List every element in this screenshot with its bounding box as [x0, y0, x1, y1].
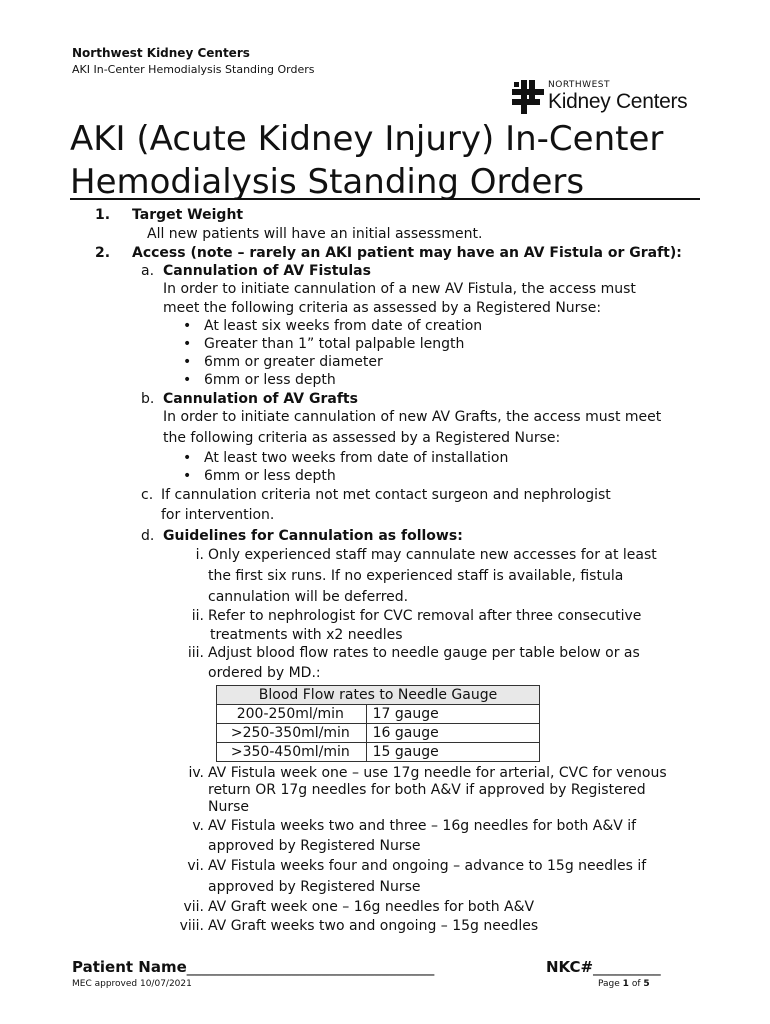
guideline-text: AV Graft week one – 16g needles for both A&V — [208, 899, 535, 915]
guideline-text: ordered by MD.: — [208, 665, 321, 681]
bullet-icon: • — [183, 354, 192, 370]
item-c-line: If cannulation criteria not met contact surgeon and nephrologist — [161, 487, 611, 503]
logo-northwest-text: NORTHWEST — [548, 80, 610, 90]
list-item: 6mm or less depth — [204, 372, 336, 388]
roman-numeral: v. — [192, 818, 204, 834]
bullet-icon: • — [183, 450, 192, 466]
section-1-text: All new patients will have an initial assessment. — [147, 226, 483, 242]
guideline-text: AV Fistula week one – use 17g needle for arterial, CVC for venous — [208, 765, 667, 781]
list-item: 6mm or less depth — [204, 468, 336, 484]
nkc-logo — [512, 78, 702, 118]
organization-name: Northwest Kidney Centers — [72, 46, 250, 60]
guideline-text: Only experienced staff may cannulate new accesses for at least — [208, 547, 657, 563]
guideline-text: Nurse — [208, 799, 250, 815]
item-b-line: the following criteria as assessed by a Registered Nurse: — [163, 430, 561, 446]
table-cell-rate: >350-450ml/min — [217, 743, 367, 762]
page-title: AKI (Acute Kidney Injury) In-Center Hemodialysis Standing Orders — [70, 119, 664, 202]
table-cell-rate: 200-250ml/min — [217, 705, 367, 724]
bullet-icon: • — [183, 468, 192, 484]
item-c-letter: c. — [141, 487, 154, 503]
list-item: Greater than 1” total palpable length — [204, 336, 465, 352]
section-2-number: 2. — [95, 245, 111, 261]
nkc-label: NKC# — [546, 958, 594, 976]
guideline-text: the first six runs. If no experienced staff is available, fistula — [208, 568, 624, 584]
page-total: 5 — [643, 979, 650, 989]
guideline-text: treatments with x2 needles — [210, 627, 403, 643]
nkc-number-field[interactable] — [546, 958, 661, 976]
roman-numeral: iv. — [188, 765, 204, 781]
guideline-text: approved by Registered Nurse — [208, 838, 421, 854]
guideline-text: Refer to nephrologist for CVC removal after three consecutive — [208, 608, 642, 624]
roman-numeral: vi. — [187, 858, 204, 874]
page-of: of — [631, 979, 641, 989]
list-item: At least six weeks from date of creation — [204, 318, 483, 334]
table-header-cell: Blood Flow rates to Needle Gauge — [217, 686, 540, 705]
guideline-text: AV Fistula weeks four and ongoing – advance to 15g needles if — [208, 858, 647, 874]
guideline-text: AV Graft weeks two and ongoing – 15g needles — [208, 918, 539, 934]
list-item: At least two weeks from date of installation — [204, 450, 509, 466]
section-1-heading: Target Weight — [132, 207, 244, 223]
item-b-letter: b. — [141, 391, 155, 407]
guideline-text: return OR 17g needles for both A&V if approved by Registered — [208, 782, 646, 798]
page-word: Page — [598, 979, 620, 989]
roman-numeral: i. — [195, 547, 204, 563]
page-current: 1 — [622, 979, 629, 989]
roman-numeral: ii. — [191, 608, 204, 624]
item-a-line: In order to initiate cannulation of a new AV Fistula, the access must — [163, 281, 636, 297]
nkc-blank: _________ — [593, 958, 661, 976]
table-cell-gauge: 15 gauge — [366, 743, 539, 762]
guideline-text: Adjust blood flow rates to needle gauge per table below or as — [208, 645, 640, 661]
title-divider — [70, 198, 700, 200]
table-cell-rate: >250-350ml/min — [217, 724, 367, 743]
patient-name-blank: _________________________________ — [186, 958, 435, 976]
table-header-row — [217, 686, 540, 705]
document-subtitle: AKI In-Center Hemodialysis Standing Orders — [72, 63, 315, 76]
item-d-letter: d. — [141, 528, 155, 544]
table-cell-gauge: 17 gauge — [366, 705, 539, 724]
logo-kidney-centers-text: Kidney Centers — [548, 90, 688, 113]
patient-name-label: Patient Name — [72, 958, 187, 976]
section-1-number: 1. — [95, 207, 111, 223]
logo-mark-icon — [512, 80, 544, 114]
table-row — [217, 705, 540, 724]
item-d-heading: Guidelines for Cannulation as follows: — [163, 528, 463, 544]
page-number — [598, 979, 650, 989]
item-a-heading: Cannulation of AV Fistulas — [163, 263, 371, 279]
item-c-line: for intervention. — [161, 507, 275, 523]
item-a-letter: a. — [141, 263, 155, 279]
item-b-heading: Cannulation of AV Grafts — [163, 391, 358, 407]
item-a-line: meet the following criteria as assessed by a Registered Nurse: — [163, 300, 602, 316]
guideline-text: AV Fistula weeks two and three – 16g needles for both A&V if — [208, 818, 637, 834]
list-item: 6mm or greater diameter — [204, 354, 383, 370]
bullet-icon: • — [183, 372, 192, 388]
blood-flow-table — [216, 685, 540, 762]
roman-numeral: iii. — [187, 645, 204, 661]
bullet-icon: • — [183, 336, 192, 352]
roman-numeral: vii. — [183, 899, 204, 915]
patient-name-field[interactable] — [72, 958, 434, 976]
guideline-text: cannulation will be deferred. — [208, 589, 409, 605]
bullet-icon: • — [183, 318, 192, 334]
table-row — [217, 743, 540, 762]
section-2-heading: Access (note – rarely an AKI patient may have an AV Fistula or Graft): — [132, 245, 682, 261]
guideline-text: approved by Registered Nurse — [208, 879, 421, 895]
approval-date: MEC approved 10/07/2021 — [72, 979, 192, 989]
table-row — [217, 724, 540, 743]
roman-numeral: viii. — [179, 918, 204, 934]
table-cell-gauge: 16 gauge — [366, 724, 539, 743]
item-b-line: In order to initiate cannulation of new AV Grafts, the access must meet — [163, 409, 662, 425]
